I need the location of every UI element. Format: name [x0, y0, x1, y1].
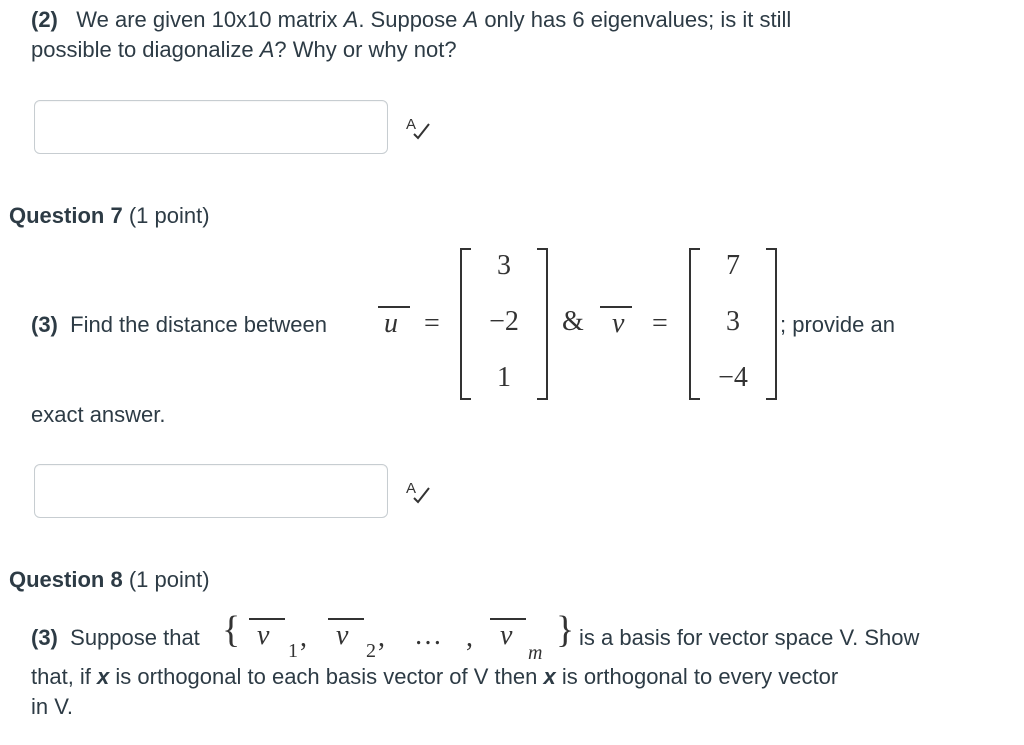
u-left-bracket [459, 248, 473, 400]
q6-text-part: only has 6 eigenvalues; is it still [478, 7, 792, 32]
q6-answer-input[interactable] [34, 100, 388, 154]
q8-text-part: is orthogonal to every vector [555, 664, 839, 689]
subscript-2: 2 [366, 640, 376, 662]
q7-prompt [31, 310, 327, 340]
equals-sign: = [424, 308, 440, 339]
u-symbol: u [378, 300, 410, 340]
left-brace: { [222, 609, 241, 651]
q6-text [31, 5, 931, 65]
comma: , [300, 622, 307, 653]
q8-pre: Suppose that [70, 625, 200, 650]
u-right-bracket [535, 248, 549, 400]
ellipsis: … [414, 620, 442, 651]
spellcheck-icon[interactable] [403, 476, 433, 506]
subscript-1: 1 [288, 640, 298, 662]
q6-var: A [259, 37, 275, 62]
u-entry-2: −2 [489, 306, 519, 337]
q6-text-part: . Suppose [358, 7, 464, 32]
q6-text-part: We are given 10x10 matrix [76, 7, 344, 32]
q7-answer-input[interactable] [34, 464, 388, 518]
subscript-m: m [528, 642, 543, 664]
q8-heading [9, 567, 210, 593]
q8-points: (1 point) [128, 567, 210, 592]
q7-prompt-end: exact answer. [31, 402, 166, 427]
v1-symbol: v [247, 614, 287, 654]
ampersand: & [562, 306, 584, 337]
q7-title: Question 7 [9, 203, 123, 228]
svg-text:A: A [406, 116, 417, 133]
q8-number: (3) [31, 625, 58, 650]
spellcheck-icon[interactable] [403, 112, 433, 142]
q8-line3: in V. [31, 694, 74, 719]
v-symbol: v [600, 300, 632, 340]
q6-var: A [343, 7, 359, 32]
comma: , [466, 622, 473, 653]
q7-prompt-pre: Find the distance between [70, 312, 327, 337]
equals-sign: = [652, 308, 668, 339]
svg-text:A: A [406, 480, 417, 497]
q7-number: (3) [31, 312, 58, 337]
q6-number: (2) [31, 7, 58, 32]
q8-title: Question 8 [9, 567, 123, 592]
u-entry-3: 1 [497, 362, 511, 393]
q8-post: is a basis for vector space V. Show [579, 625, 920, 650]
v-entry-1: 7 [726, 250, 740, 281]
q7-prompt-post: ; provide an [780, 312, 895, 337]
q8-text-part: that, if [31, 664, 98, 689]
right-brace: } [556, 609, 575, 651]
q6-text-part: possible to diagonalize [31, 37, 260, 62]
q8-var-x: x [543, 664, 556, 689]
u-entry-1: 3 [497, 250, 511, 281]
q8-var-x: x [97, 664, 110, 689]
q6-text-part: ? Why or why not? [274, 37, 457, 62]
v2-symbol: v [326, 614, 366, 654]
q6-var: A [463, 7, 479, 32]
comma: , [378, 622, 385, 653]
q8-text-part: is orthogonal to each basis vector of V then [109, 664, 544, 689]
q8-line2 [31, 662, 1011, 692]
v-right-bracket [764, 248, 778, 400]
q7-heading [9, 203, 210, 229]
q8-prompt-start [31, 623, 200, 653]
vm-symbol: v [488, 614, 528, 654]
v-left-bracket [688, 248, 702, 400]
v-entry-3: −4 [718, 362, 748, 393]
v-entry-2: 3 [726, 306, 740, 337]
q7-points: (1 point) [128, 203, 210, 228]
